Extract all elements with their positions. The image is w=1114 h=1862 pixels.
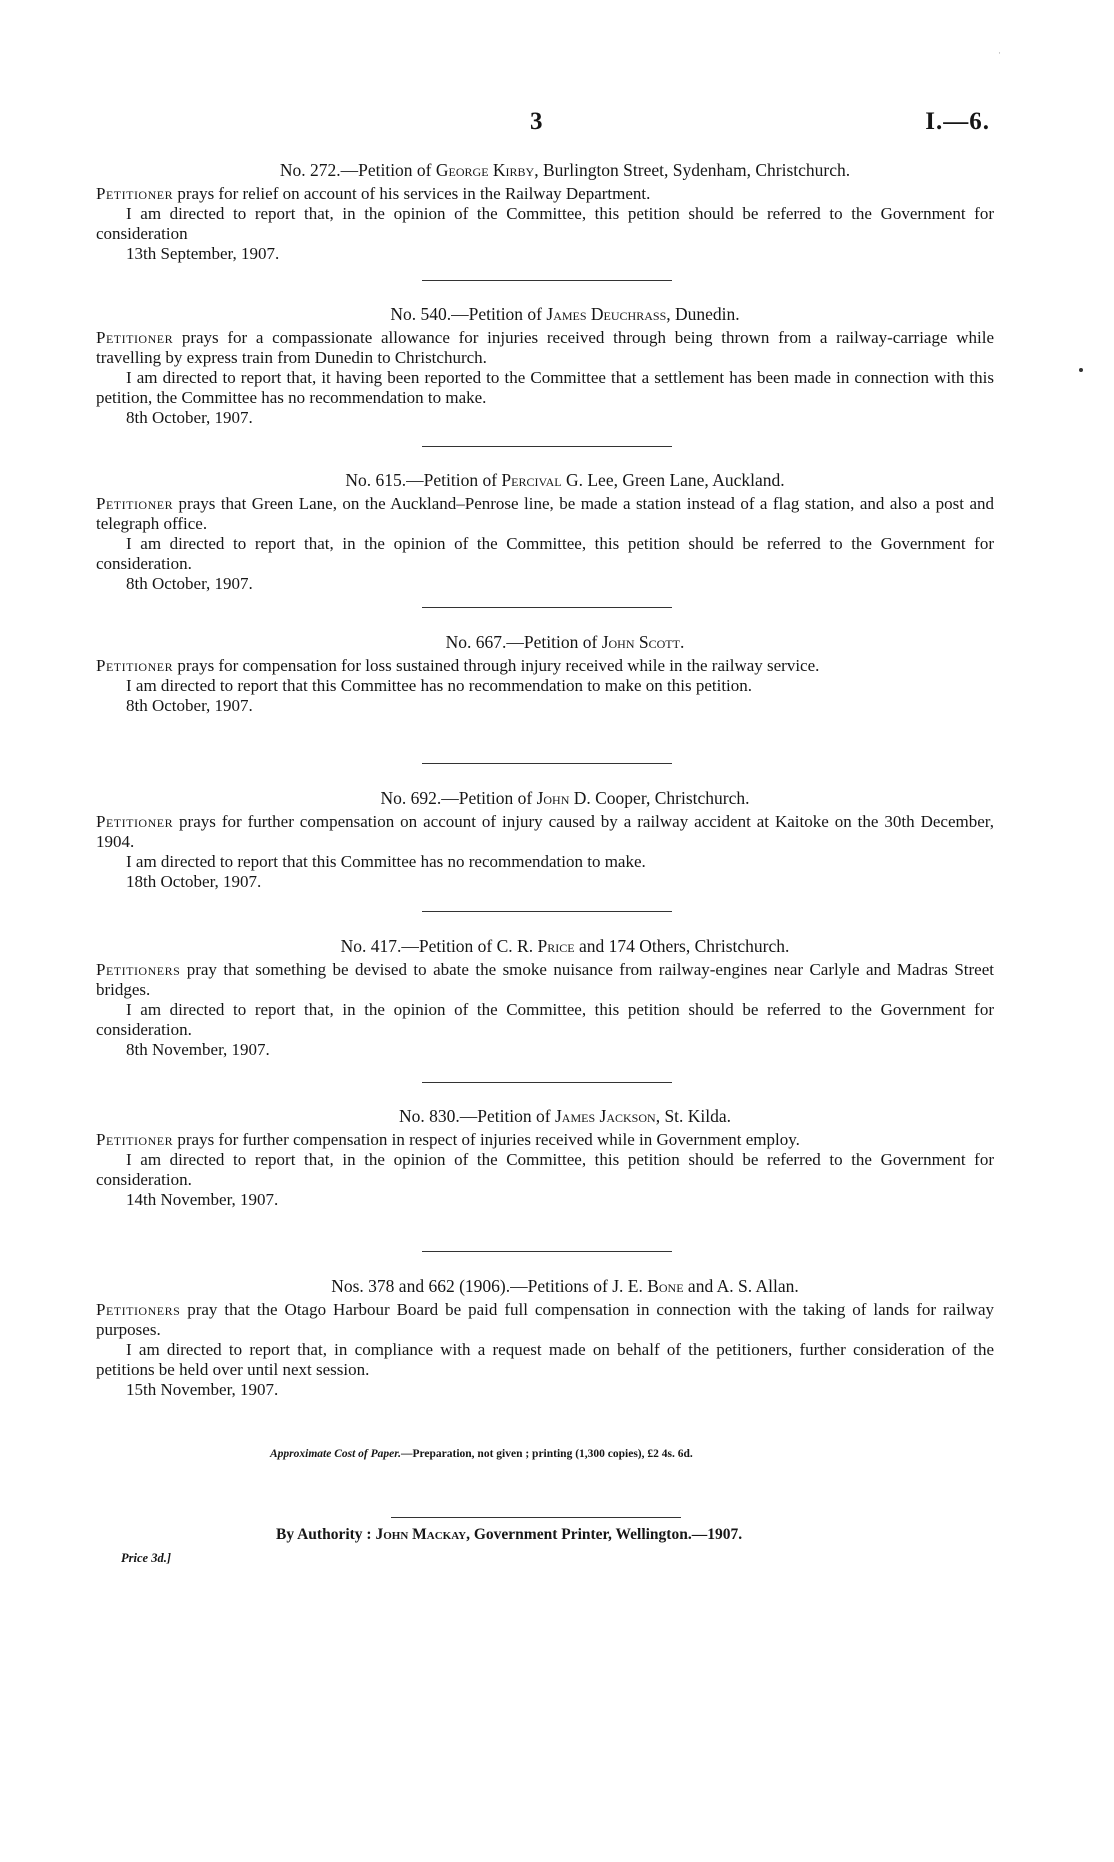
divider (422, 911, 672, 912)
petition-prayer: Petitioners pray that the Otago Harbour Board be paid full compensation in connection with the taking of lands for railway purposes. (96, 1300, 994, 1339)
divider (422, 1082, 672, 1083)
divider (422, 1251, 672, 1252)
report-date: 15th November, 1907. (126, 1380, 279, 1399)
committee-report: I am directed to report that this Committee has no recommendation to make. (126, 852, 646, 871)
price-note: Price 3d.] (121, 1551, 171, 1565)
petitioner-name: James Deuchrass (546, 304, 667, 324)
petition-prayer: Petitioner prays for further compensation in respect of injuries received while in Government employ. (96, 1130, 800, 1149)
printer-name: John Mackay (375, 1526, 467, 1543)
printer-imprint: By Authority : John Mackay, Government Printer, Wellington.—1907. (276, 1526, 743, 1543)
petition-entry (96, 788, 994, 892)
report-date: 8th November, 1907. (126, 1040, 270, 1059)
petition-entry (96, 632, 994, 716)
committee-report: I am directed to report that, it having been reported to the Committee that a settlement has been made in connection with this petition, the Committee has no recommendation to make. (96, 368, 994, 407)
committee-report: I am directed to report that, in the opinion of the Committee, this petition should be referred to the Government for consideration. (96, 1000, 994, 1039)
petitioner-name: John Scott (601, 632, 680, 652)
petition-entry (96, 1106, 994, 1210)
divider (422, 446, 672, 447)
petition-entry (96, 936, 994, 1060)
petitioner-name: Bone (647, 1276, 684, 1296)
petition-title: No. 615.—Petition of Percival G. Lee, Green Lane, Auckland. (345, 470, 785, 490)
petition-prayer: Petitioner prays for a compassionate allowance for injuries received through being thrown from a railway-carriage while travelling by express train from Dunedin to Christchurch. (96, 328, 994, 367)
report-date: 8th October, 1907. (126, 574, 253, 593)
petitioner-name: Percival (501, 470, 562, 490)
committee-report: I am directed to report that, in the opinion of the Committee, this petition should be referred to the Government for consideration. (96, 534, 994, 573)
scan-mark: · (998, 48, 1001, 58)
petition-title: No. 272.—Petition of George Kirby, Burlington Street, Sydenham, Christchurch. (279, 160, 851, 180)
divider (422, 607, 672, 608)
petition-prayer: Petitioner prays for compensation for loss sustained through injury received while in the railway service. (96, 656, 820, 675)
margin-mark (1079, 368, 1083, 372)
cost-of-paper-note: Approximate Cost of Paper.—Preparation, not given ; printing (1,300 copies), £2 4s. 6d. (270, 1448, 693, 1460)
petitioner-name: John (536, 788, 570, 808)
divider (422, 280, 672, 281)
page-header (100, 108, 990, 138)
petition-prayer: Petitioners pray that something be devised to abate the smoke nuisance from railway-engines near Carlyle and Madras Street bridges. (96, 960, 994, 999)
petition-entry (96, 304, 994, 428)
report-date: 8th October, 1907. (126, 696, 253, 715)
footer-divider (391, 1517, 681, 1518)
committee-report: I am directed to report that this Committee has no recommendation to make on this petition. (126, 676, 753, 695)
petition-title: No. 667.—Petition of John Scott. (445, 632, 685, 652)
page-number: 3 (530, 108, 543, 135)
petitioner-name: George Kirby (435, 160, 535, 180)
committee-report: I am directed to report that, in compliance with a request made on behalf of the petitioners, further consideration of the petitions be held over until next session. (96, 1340, 994, 1379)
report-date: 13th September, 1907. (126, 244, 280, 263)
petition-title: No. 692.—Petition of John D. Cooper, Christchurch. (380, 788, 750, 808)
petition-title: No. 830.—Petition of James Jackson, St. Kilda. (398, 1106, 732, 1126)
petition-prayer: Petitioner prays for relief on account of his services in the Railway Department. (96, 184, 651, 203)
petition-entry (96, 1276, 994, 1400)
petition-prayer: Petitioner prays for further compensation on account of injury caused by a railway accident at Kaitoke on the 30th December, 1904. (96, 812, 994, 851)
petition-entry (96, 470, 994, 594)
petitioner-name: James Jackson (555, 1106, 656, 1126)
petition-title: No. 417.—Petition of C. R. Price and 174 Others, Christchurch. (340, 936, 790, 956)
petition-title: Nos. 378 and 662 (1906).—Petitions of J. E. Bone and A. S. Allan. (331, 1276, 799, 1296)
committee-report: I am directed to report that, in the opinion of the Committee, this petition should be referred to the Government for consideration. (96, 1150, 994, 1189)
petitioner-name: Price (537, 936, 575, 956)
report-date: 14th November, 1907. (126, 1190, 279, 1209)
report-date: 18th October, 1907. (126, 872, 262, 891)
petition-entry (96, 160, 994, 264)
petition-prayer: Petitioner prays that Green Lane, on the Auckland–Penrose line, be made a station instead of a flag station, and also a post and telegraph office. (96, 494, 994, 533)
petition-title: No. 540.—Petition of James Deuchrass, Dunedin. (390, 304, 740, 324)
report-date: 8th October, 1907. (126, 408, 253, 427)
committee-report: I am directed to report that, in the opinion of the Committee, this petition should be referred to the Government for consideration (96, 204, 994, 243)
divider (422, 763, 672, 764)
document-reference: I.—6. (925, 108, 990, 135)
